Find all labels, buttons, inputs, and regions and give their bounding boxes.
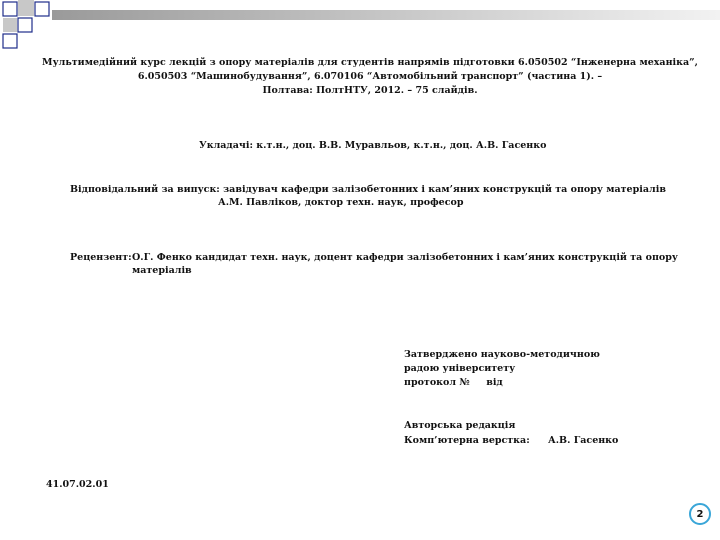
- edition-typesetting-value: А.В. Гасенко: [548, 435, 619, 446]
- responsible-line-2: А.М. Павліков, доктор техн. наук, професор: [218, 197, 464, 208]
- reviewer-line-1: О.Г. Фенко кандидат техн. наук, доцент кафедри залізобетонних і кам’яних конструкцій та опору: [132, 252, 678, 263]
- compilers: Укладачі: к.т.н., доц. В.В. Муравльов, к.т.н., доц. А.В. Гасенко: [199, 140, 547, 151]
- approval-line-2: радою університету: [404, 363, 516, 374]
- header-line-1: Мультимедійний курс лекцій з опору матеріалів для студентів напрямів підготовки 6.050502 “Інженерна механіка”,: [42, 57, 698, 68]
- header-line-3: Полтава: ПолтНТУ, 2012. – 75 слайдів.: [262, 85, 478, 96]
- approval-line-1: Затверджено науково-методичною: [404, 349, 600, 360]
- header-line-2: 6.050503 “Машинобудування”, 6.070106 “Автомобільний транспорт” (частина 1). –: [137, 71, 603, 82]
- header-decoration: [0, 0, 720, 60]
- edition-line-1: Авторська редакція: [404, 420, 516, 431]
- approval-line-3: протокол № від: [404, 377, 503, 388]
- responsible-line-1: Відповідальний за випуск: завідувач кафедри залізобетонних і кам’яних конструкцій та опору матеріалів: [70, 184, 666, 195]
- document-code: 41.07.02.01: [46, 479, 109, 490]
- page-number-badge: [689, 503, 711, 525]
- page-number: 2: [696, 508, 704, 520]
- reviewer-label: Рецензент:: [70, 252, 132, 263]
- reviewer-line-2: матеріалів: [132, 265, 192, 276]
- edition-typesetting-label: Комп’ютерна верстка:: [404, 435, 530, 446]
